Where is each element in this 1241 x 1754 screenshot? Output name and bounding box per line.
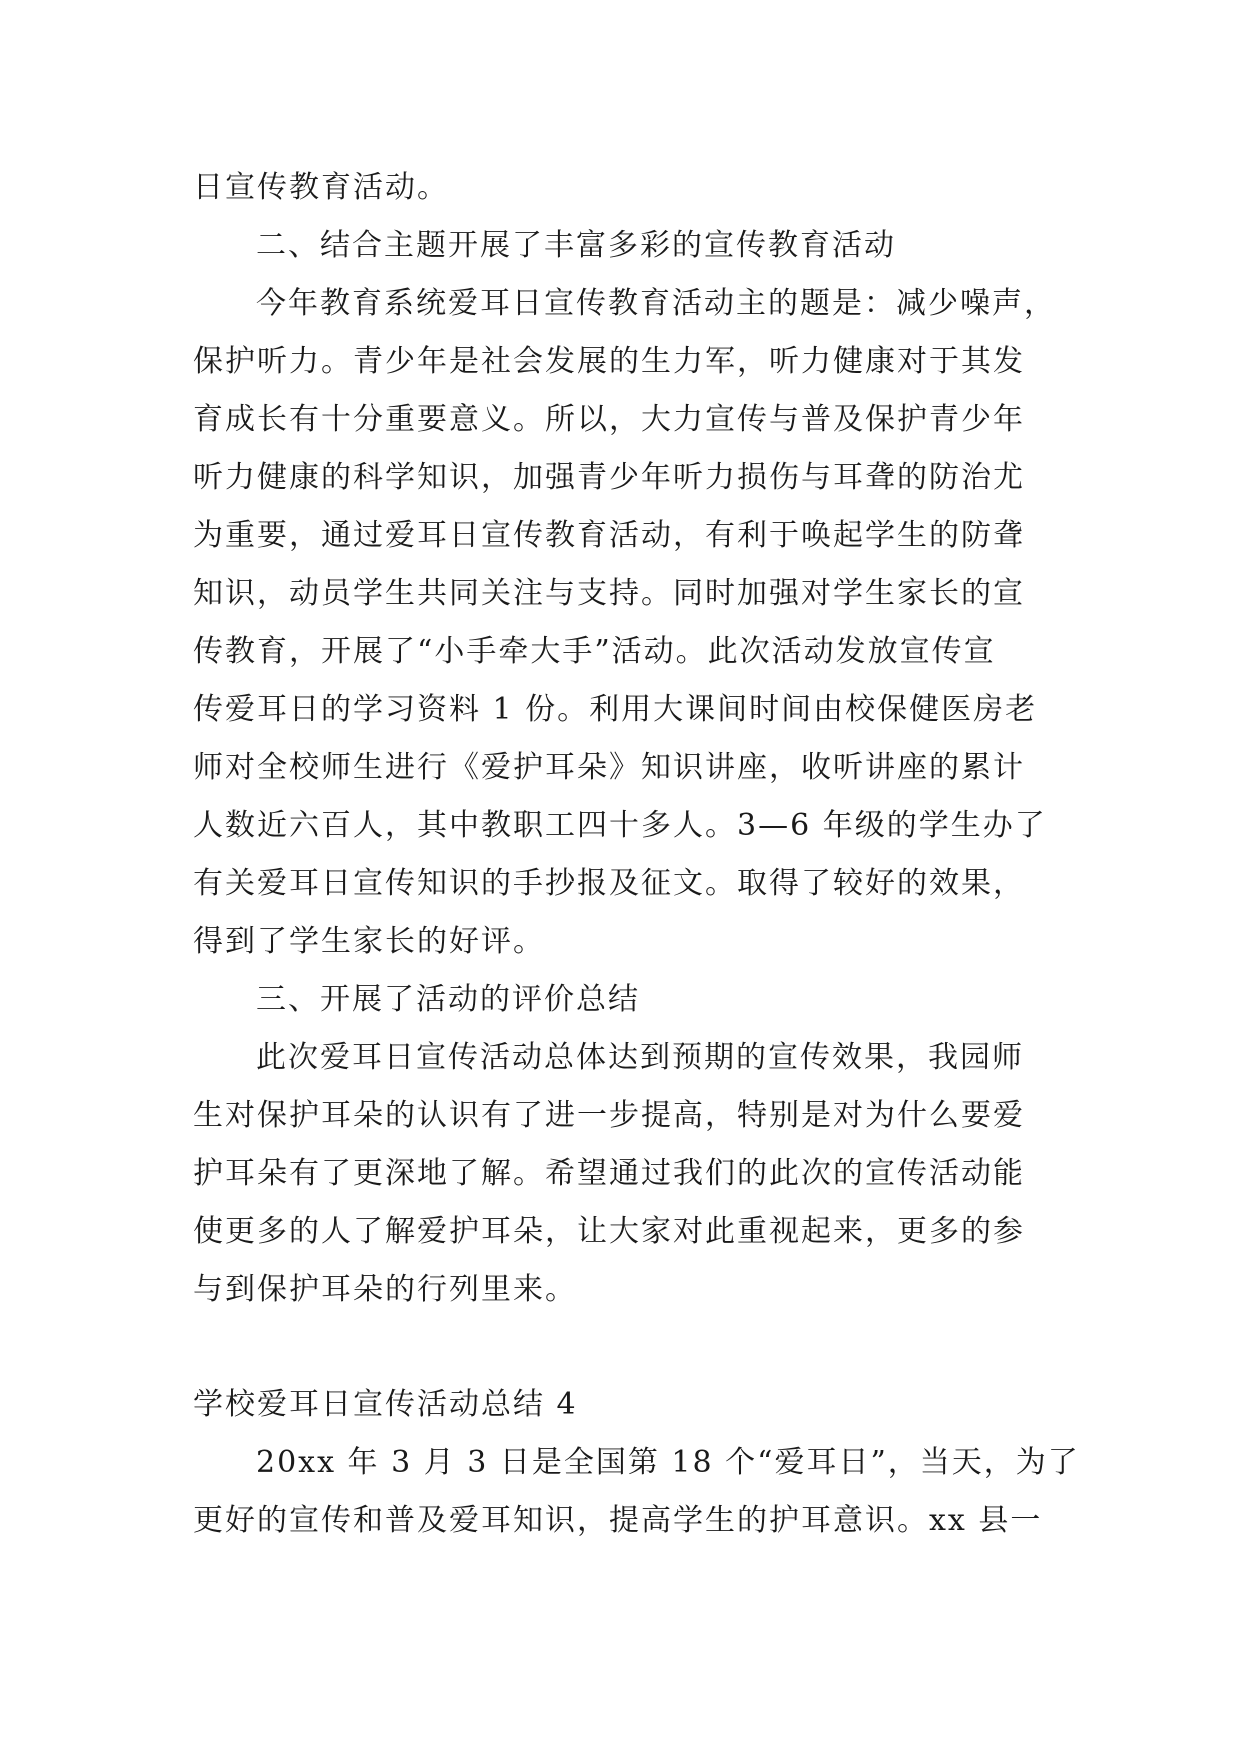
paragraph-line: 育成长有十分重要意义。所以，大力宣传与普及保护青少年 [193,402,1025,437]
paragraph-line: 生对保护耳朵的认识有了进一步提高，特别是对为什么要爱 [193,1098,1025,1133]
paragraph-line: 今年教育系统爱耳日宣传教育活动主的题是：减少噪声， [256,286,1056,321]
paragraph-line: 保护听力。青少年是社会发展的生力军，听力健康对于其发 [193,344,1025,379]
paragraph-line: 传教育，开展了“小手牵大手”活动。此次活动发放宣传宣 [193,634,996,669]
paragraph-line: 传爱耳日的学习资料 1 份。利用大课间时间由校保健医房老 [193,692,1038,727]
paragraph-line: 与到保护耳朵的行列里来。 [193,1272,577,1307]
paragraph-line: 人数近六百人，其中教职工四十多人。3—6 年级的学生办了 [193,808,1047,843]
paragraph-line: 知识，动员学生共同关注与支持。同时加强对学生家长的宣 [193,576,1025,611]
paragraph-line: 得到了学生家长的好评。 [193,924,545,959]
article-title: 学校爱耳日宣传活动总结 4 [193,1387,578,1422]
section-heading: 三、开展了活动的评价总结 [256,982,640,1017]
paragraph-line: 听力健康的科学知识，加强青少年听力损伤与耳聋的防治尤 [193,460,1025,495]
paragraph-line: 师对全校师生进行《爱护耳朵》知识讲座，收听讲座的累计 [193,750,1025,785]
paragraph-line: 日宣传教育活动。 [193,170,449,205]
paragraph-line: 使更多的人了解爱护耳朵，让大家对此重视起来，更多的参 [193,1214,1025,1249]
paragraph-line: 此次爱耳日宣传活动总体达到预期的宣传效果，我园师 [256,1040,1024,1075]
paragraph-line: 护耳朵有了更深地了解。希望通过我们的此次的宣传活动能 [193,1156,1025,1191]
paragraph-line: 为重要，通过爱耳日宣传教育活动，有利于唤起学生的防聋 [193,518,1025,553]
paragraph-line: 20xx 年 3 月 3 日是全国第 18 个“爱耳日”，当天，为了 [256,1445,1080,1480]
section-heading: 二、结合主题开展了丰富多彩的宣传教育活动 [256,228,896,263]
paragraph-line: 更好的宣传和普及爱耳知识，提高学生的护耳意识。xx 县一 [193,1503,1043,1538]
paragraph-line: 有关爱耳日宣传知识的手抄报及征文。取得了较好的效果， [193,866,1025,901]
